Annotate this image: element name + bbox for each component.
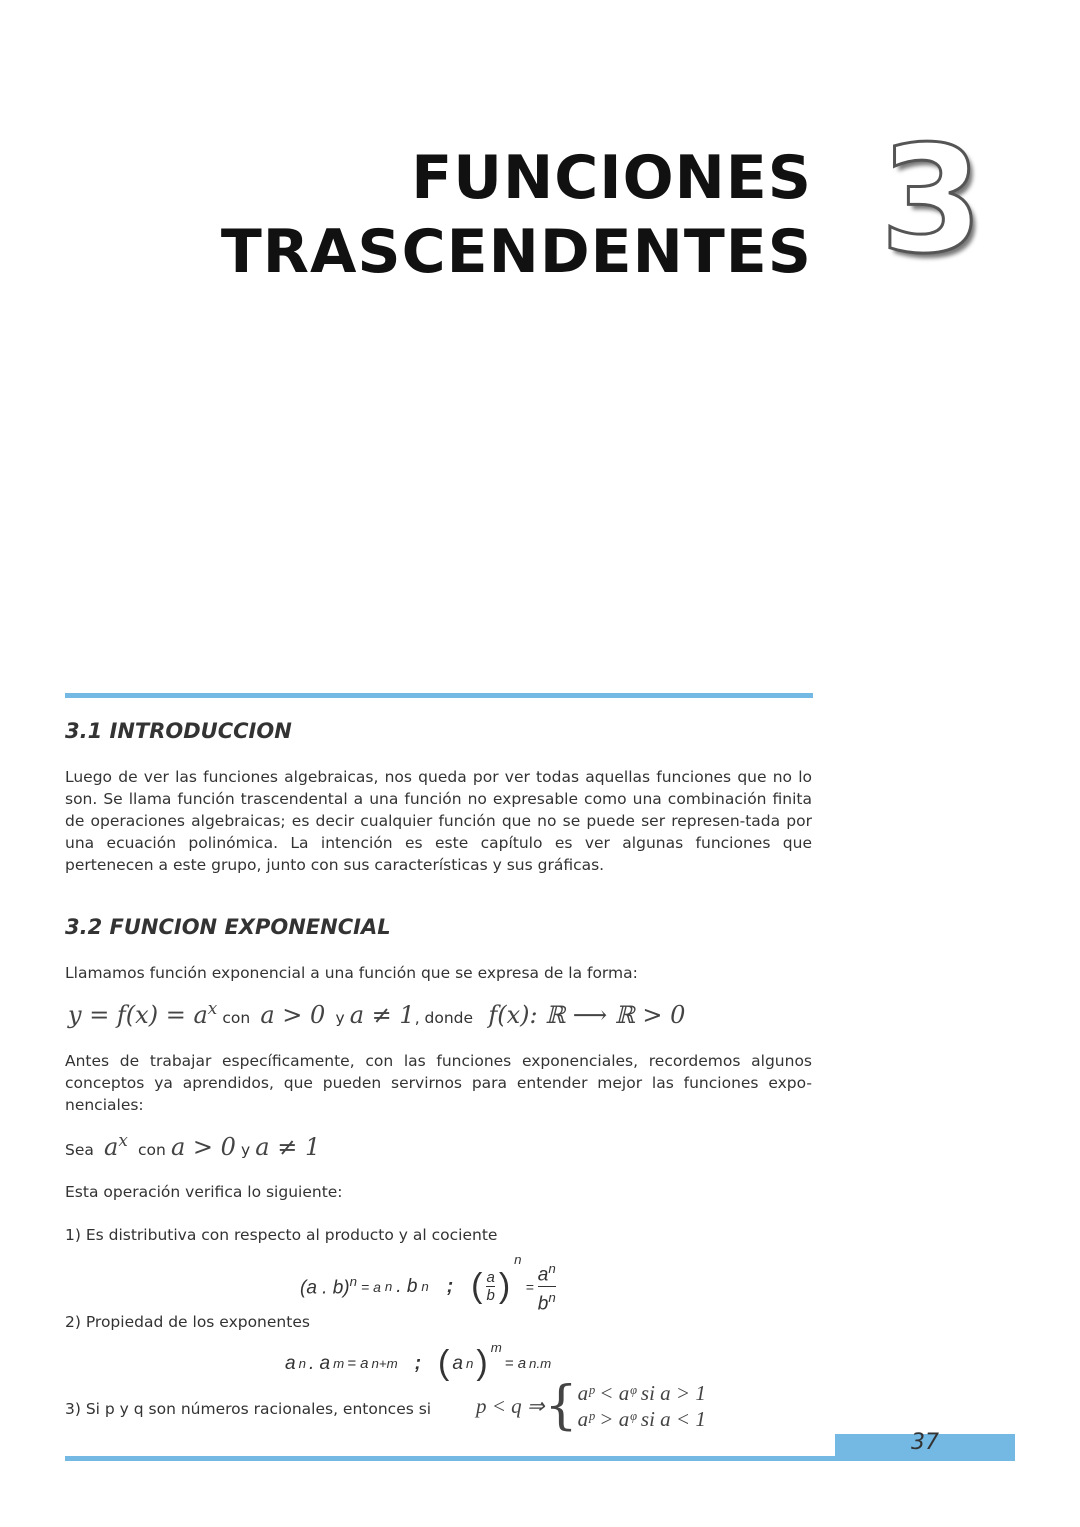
p2-dot: . a bbox=[308, 1352, 331, 1374]
def-exp: x bbox=[207, 998, 218, 1018]
exponential-paragraph2: Antes de trabajar específicamente, con las funciones exponenciales, recordemos algunos conceptos ya aprendidos, que pueden servirnos para entender mejor las funciones expo-nenciales: bbox=[65, 1052, 812, 1114]
def-cond2: a ≠ 1 bbox=[349, 1001, 415, 1029]
def-cond1: a > 0 bbox=[260, 1001, 326, 1029]
left-brace-icon: { bbox=[544, 1376, 578, 1436]
chapter-number: 3 bbox=[880, 114, 983, 286]
sea-con: con bbox=[138, 1141, 166, 1159]
p2-a2: a bbox=[452, 1352, 463, 1374]
exponential-definition bbox=[68, 998, 685, 1029]
p2-m: m bbox=[333, 1356, 345, 1371]
p1-eq: = bbox=[525, 1278, 534, 1295]
sea-y: y bbox=[240, 1141, 251, 1159]
p2-m2: m bbox=[490, 1340, 502, 1355]
p1-exp3: n bbox=[421, 1279, 429, 1295]
sea-cond1: a > 0 bbox=[170, 1133, 236, 1161]
p1-den-exp: n bbox=[548, 1290, 556, 1306]
sea-label: Sea bbox=[65, 1141, 94, 1159]
property2-formula: a n . a m = a n+m ; ( a n ) $^m$ = a n.m bbox=[285, 1340, 552, 1382]
def-expr: y = f(x) = a bbox=[68, 1001, 208, 1029]
section-divider bbox=[65, 693, 813, 698]
p1-lhs: (a . b) bbox=[300, 1277, 350, 1299]
p1-frac-den: b bbox=[486, 1287, 495, 1305]
p1-exp: n bbox=[349, 1274, 358, 1290]
sea-cond2: a ≠ 1 bbox=[255, 1133, 321, 1161]
footer-rule bbox=[65, 1456, 1015, 1461]
p3-case2: aᵖ > aᵠ si a < 1 bbox=[577, 1407, 706, 1431]
property2-label: 2) Propiedad de los exponentes bbox=[65, 1313, 310, 1331]
def-domain: f(x): ℝ ⟶ ℝ > 0 bbox=[488, 1001, 686, 1029]
section-heading-exponencial: 3.2 FUNCION EXPONENCIAL bbox=[65, 915, 391, 939]
page-number: 37 bbox=[911, 1430, 939, 1455]
p1-num-exp: n bbox=[548, 1261, 556, 1276]
p2-nm: n+m bbox=[371, 1356, 398, 1371]
p1-num: a bbox=[537, 1264, 549, 1286]
p3-premise: p < q ⇒ bbox=[476, 1394, 545, 1418]
def-y: y bbox=[335, 1009, 345, 1027]
chapter-title-line1: FUNCIONES bbox=[411, 143, 812, 213]
p2-a: a bbox=[285, 1352, 296, 1374]
chapter-title-line2: TRASCENDENTES bbox=[220, 217, 812, 287]
p1-exp2: n bbox=[384, 1279, 393, 1295]
p2-n2: n bbox=[465, 1356, 474, 1371]
p2-eq2: = a bbox=[504, 1355, 527, 1372]
verifica-text: Esta operación verifica lo siguiente: bbox=[65, 1183, 343, 1201]
p2-sep: ; bbox=[414, 1352, 422, 1374]
sea-statement bbox=[65, 1130, 320, 1161]
section-heading-introduccion: 3.1 INTRODUCCION bbox=[65, 719, 292, 743]
p3-case1: aᵖ < aᵠ si a > 1 bbox=[577, 1381, 706, 1405]
p2-n: n bbox=[298, 1356, 306, 1371]
property3-formula bbox=[476, 1376, 706, 1436]
p1-rhs-a: = a bbox=[361, 1278, 381, 1295]
def-con: con bbox=[222, 1009, 251, 1027]
property3-label: 3) Si p y q son números racionales, entonces si bbox=[65, 1400, 432, 1418]
p1-sep: ; bbox=[446, 1275, 454, 1297]
sea-exp: x bbox=[118, 1130, 128, 1150]
sea-base: a bbox=[104, 1133, 119, 1161]
p2-nmul: n.m bbox=[529, 1356, 552, 1371]
p1-den: b bbox=[537, 1293, 549, 1315]
def-donde: , donde bbox=[414, 1009, 474, 1027]
property1-formula: (a . b)$^n$ = a n . b n ; ( $\frac{a}{b}$ ) n = $\frac{a^n}{b^n}$ bbox=[300, 1252, 556, 1315]
property1-label: 1) Es distributiva con respecto al producto y al cociente bbox=[65, 1226, 498, 1244]
intro-paragraph: Luego de ver las funciones algebraicas, nos queda por ver todas aquellas funciones que no lo son. Se llama función trascendental a una función no expresable como una combinación finita de operaciones algebraicas; es decir cualquier función que no se puede ser represen-tada por una ecuación polinómica. La intención es este capítulo es ver algunas funciones que pertenecen a este grupo, junto con sus características y sus gráficas. bbox=[65, 768, 812, 874]
p1-rhs-b: . b bbox=[396, 1275, 418, 1297]
p1-frac-num: a bbox=[486, 1269, 495, 1287]
p2-eq: = a bbox=[347, 1355, 369, 1372]
exponential-intro: Llamamos función exponencial a una función que se expresa de la forma: bbox=[65, 964, 638, 982]
p1-exp4: n bbox=[514, 1252, 522, 1267]
